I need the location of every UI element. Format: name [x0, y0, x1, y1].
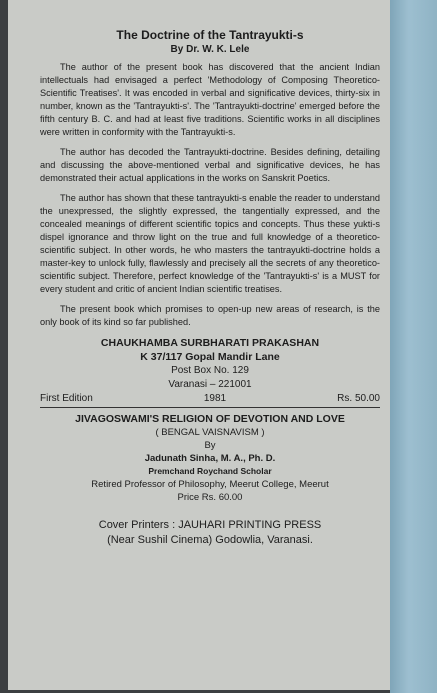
advert-honor: Premchand Roychand Scholar	[148, 466, 272, 476]
edition-year: 1981	[203, 393, 227, 404]
printers-line-1: Cover Printers : JAUHARI PRINTING PRESS	[98, 519, 322, 531]
book-spine	[390, 0, 437, 693]
advert-position: Retired Professor of Philosophy, Meerut College, Meerut	[91, 479, 329, 490]
printers	[40, 518, 380, 548]
cover-text	[40, 28, 380, 548]
advert-author: Jadunath Sinha, M. A., Ph. D.	[144, 453, 276, 464]
book-title: The Doctrine of the Tantrayukti-s	[116, 28, 304, 42]
advert-subtitle: ( BENGAL VAISNAVISM )	[155, 427, 265, 438]
edition-price: Rs. 50.00	[337, 393, 380, 404]
paragraph-4: The present book which promises to open-up new areas of research, is the only book of its kind so far published.	[40, 304, 380, 327]
publisher-name: CHAUKHAMBA SURBHARATI PRAKASHAN	[100, 337, 320, 349]
advert-title: JIVAGOSWAMI'S RELIGION OF DEVOTION AND LOVE	[75, 413, 345, 425]
printers-line-2: (Near Sushil Cinema) Godowlia, Varanasi.	[107, 534, 313, 546]
book-author: By Dr. W. K. Lele	[170, 44, 250, 55]
paragraph-3: The author has shown that these tantrayukti-s enable the reader to understand the unexpressed, the slightly expressed, the tangentially expressed, and the concealed meanings of different scientific topics and concepts. Thus these yukti-s dispel ignorance and throw light on the true and full knowledge of a theoretico-scientific subject. In other words, he who masters the tantrayukti-doctrine holds a master-key to unlock fully, flawlessly and precisely all the secrets of any theoretico-scientific subject. Therefore, perfect knowledge of the 'Tantrayukti-s' is a MUST for every student and critic of ancient Indian scientific treatises.	[40, 193, 380, 294]
paragraph-1: The author of the present book has discovered that the ancient Indian intellectuals had envisaged a perfect 'Methodology of Composing Theoretico-Scientific Treatises'. It was encoded in verbal and significative devices, thirty-six in number, known as the 'Tantrayukti-s'. The 'Tantrayukti-doctrine' emerged before the fifth century B. C. and had at least five traditions. Scientific works in all disciplines were written in conformity with the Tantrayukti-s.	[40, 62, 380, 137]
edition-row	[40, 392, 380, 405]
paragraph-2: The author has decoded the Tantrayukti-doctrine. Besides defining, detailing and discussing the above-mentioned verbal and significative devices, he has demonstrated their actual applications in the works on Sanskrit Poetics.	[40, 147, 380, 183]
advert-price: Price Rs. 60.00	[177, 492, 243, 503]
publisher-city: Varanasi – 221001	[168, 379, 252, 390]
publisher-box: Post Box No. 129	[171, 365, 249, 376]
advert-by: By	[204, 440, 216, 451]
edition-label: First Edition	[40, 393, 93, 404]
divider	[40, 407, 380, 408]
publisher-address: K 37/117 Gopal Mandir Lane	[140, 351, 280, 363]
